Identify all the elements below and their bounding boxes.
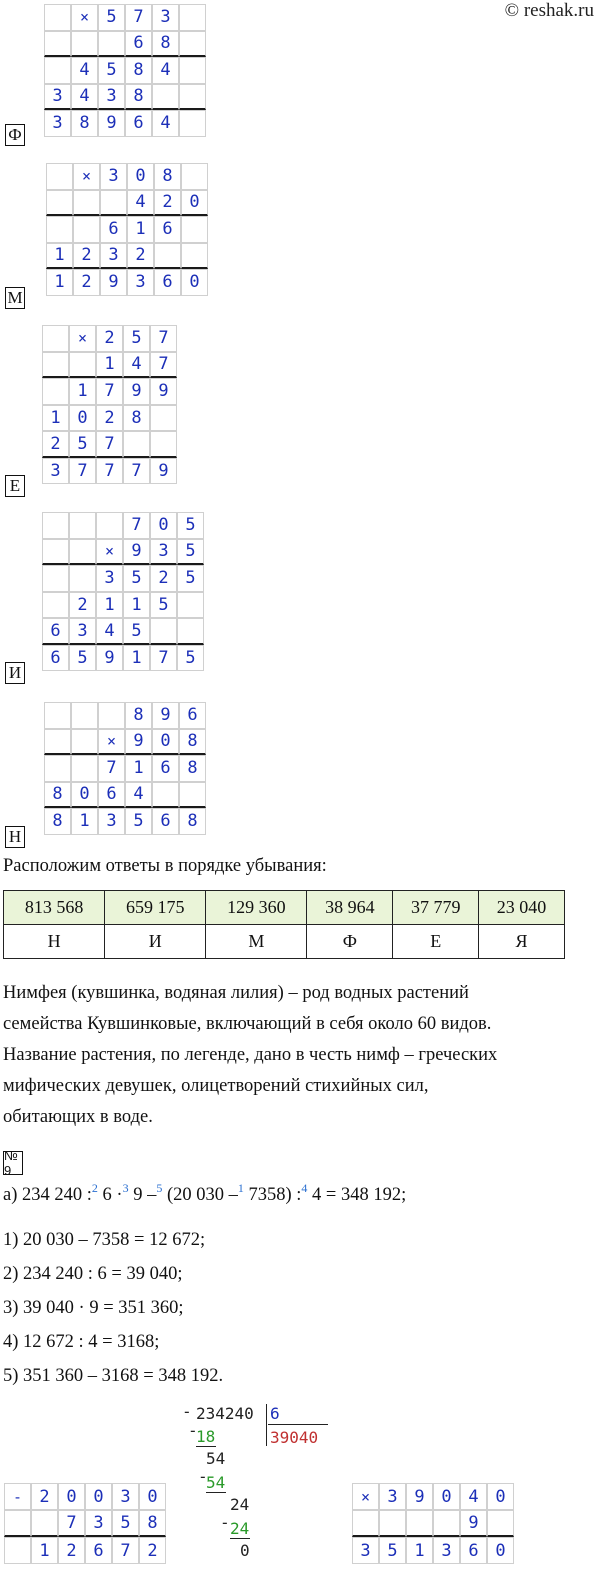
digit-cell: 1 — [125, 755, 152, 782]
digit-cell: 3 — [44, 84, 71, 111]
digit-cell: 0 — [181, 190, 208, 217]
digit-cell: 7 — [125, 4, 152, 31]
digit-cell — [44, 729, 71, 756]
digit-cell: 3 — [150, 539, 177, 566]
digit-cell: 6 — [85, 1537, 112, 1564]
digit-cell: 0 — [487, 1483, 514, 1510]
digit-cell — [152, 782, 179, 809]
answer-letter-n: Н — [5, 826, 25, 848]
digit-cell — [154, 243, 181, 270]
answer-letter: М — [206, 925, 307, 959]
digit-cell: 9 — [123, 378, 150, 405]
digit-cell: 7 — [150, 352, 177, 379]
digit-cell — [73, 190, 100, 217]
digit-cell — [352, 1510, 379, 1537]
paragraph-line: семейства Кувшинковые, включающий в себя около 60 видов. — [3, 1014, 492, 1034]
digit-cell: 8 — [139, 1510, 166, 1537]
paragraph-line: Нимфея (кувшинка, водяная лилия) – род водных растений — [3, 983, 469, 1003]
digit-cell — [31, 1510, 58, 1537]
digit-cell — [42, 512, 69, 539]
digit-cell — [42, 565, 69, 592]
multiplication-grid-e — [42, 325, 177, 484]
digit-cell: 3 — [379, 1483, 406, 1510]
digit-cell: 3 — [100, 163, 127, 190]
solution-step: 2) 234 240 : 6 = 39 040; — [3, 1264, 183, 1284]
digit-cell: 2 — [154, 190, 181, 217]
digit-cell — [44, 702, 71, 729]
digit-cell — [379, 1510, 406, 1537]
digit-cell: 8 — [125, 84, 152, 111]
digit-cell: 8 — [179, 729, 206, 756]
digit-cell — [123, 431, 150, 458]
digit-cell: 5 — [177, 645, 204, 672]
digit-cell: 8 — [125, 702, 152, 729]
expression-part: (20 030 – — [162, 1185, 238, 1205]
digit-cell: 6 — [98, 782, 125, 809]
digit-cell: 0 — [58, 1483, 85, 1510]
subtraction-grid — [4, 1483, 166, 1564]
answer-letter-m: М — [5, 287, 25, 309]
digit-cell: 1 — [42, 405, 69, 432]
digit-cell — [98, 31, 125, 58]
multiply-sign: × — [71, 4, 98, 31]
digit-cell: 8 — [152, 31, 179, 58]
digit-cell: 1 — [71, 808, 98, 835]
minus-sign: - — [198, 1467, 208, 1486]
digit-cell: 9 — [406, 1483, 433, 1510]
watermark: © reshak.ru — [504, 0, 594, 21]
digit-cell: 0 — [127, 163, 154, 190]
digit-cell — [100, 190, 127, 217]
digit-cell — [69, 565, 96, 592]
digit-cell: 5 — [123, 325, 150, 352]
digit-cell: 5 — [123, 565, 150, 592]
digit-cell — [152, 84, 179, 111]
digit-cell: 0 — [152, 729, 179, 756]
digit-cell: 8 — [125, 57, 152, 84]
digit-cell: 9 — [152, 702, 179, 729]
digit-cell: 5 — [98, 57, 125, 84]
digit-cell — [46, 190, 73, 217]
digit-cell: 4 — [96, 618, 123, 645]
digit-cell: 7 — [69, 458, 96, 485]
divisor: 6 — [270, 1404, 280, 1423]
answer-letter: И — [105, 925, 206, 959]
digit-cell: 5 — [69, 431, 96, 458]
expression-part: 4 = 348 192; — [307, 1185, 407, 1205]
digit-cell: 5 — [69, 645, 96, 672]
digit-cell: 5 — [98, 4, 125, 31]
solution-step: 3) 39 040 · 9 = 351 360; — [3, 1298, 184, 1318]
digit-cell: 4 — [71, 57, 98, 84]
digit-cell: 8 — [179, 755, 206, 782]
digit-cell: 4 — [460, 1483, 487, 1510]
digit-cell — [98, 702, 125, 729]
digit-cell: 4 — [127, 190, 154, 217]
multiplication-grid-i — [42, 512, 204, 671]
step-line — [196, 1446, 216, 1447]
digit-cell — [42, 352, 69, 379]
order-mark: 2 — [91, 1181, 98, 1195]
divisor-underline — [268, 1424, 328, 1425]
minus-sign: - — [182, 1402, 192, 1421]
order-mark: 4 — [301, 1181, 308, 1195]
digit-cell — [487, 1510, 514, 1537]
digit-cell — [177, 592, 204, 619]
digit-cell: 6 — [42, 618, 69, 645]
digit-cell: 7 — [112, 1537, 139, 1564]
digit-cell — [42, 325, 69, 352]
digit-cell — [73, 216, 100, 243]
digit-cell: 4 — [152, 57, 179, 84]
digit-cell — [42, 592, 69, 619]
digit-cell — [179, 57, 206, 84]
expression-part: 9 – — [128, 1185, 157, 1205]
digit-cell: 0 — [150, 512, 177, 539]
digit-cell: 9 — [460, 1510, 487, 1537]
digit-cell: 5 — [150, 592, 177, 619]
digit-cell: 9 — [123, 539, 150, 566]
long-division — [182, 1400, 342, 1595]
multiply-sign: × — [96, 539, 123, 566]
digit-cell: 1 — [46, 243, 73, 270]
answer-letter-f: Ф — [5, 124, 25, 146]
digit-cell: 5 — [177, 539, 204, 566]
division-step: 18 — [196, 1427, 216, 1446]
digit-cell — [179, 84, 206, 111]
answers-values-row — [4, 891, 565, 925]
digit-cell: 5 — [112, 1510, 139, 1537]
answers-table — [3, 890, 565, 959]
digit-cell: 7 — [58, 1510, 85, 1537]
answer-letter: Ф — [307, 925, 393, 959]
digit-cell: 6 — [152, 808, 179, 835]
multiplication-grid-m — [46, 163, 208, 296]
digit-cell: 1 — [406, 1537, 433, 1564]
digit-cell: 9 — [100, 269, 127, 296]
answers-letters-row — [4, 925, 565, 959]
digit-cell: 1 — [96, 352, 123, 379]
digit-cell: 0 — [433, 1483, 460, 1510]
digit-cell: 7 — [98, 755, 125, 782]
answer-value: 659 175 — [105, 891, 206, 925]
division-remainder: 0 — [240, 1541, 250, 1560]
digit-cell: 7 — [150, 325, 177, 352]
answer-letter-i: И — [5, 662, 25, 684]
digit-cell — [150, 618, 177, 645]
division-step: 54 — [206, 1449, 226, 1468]
division-vertical-line — [266, 1404, 267, 1446]
digit-cell: 3 — [127, 269, 154, 296]
digit-cell: 2 — [127, 243, 154, 270]
digit-cell: 1 — [123, 592, 150, 619]
paragraph-line: мифических девушек, олицетворений стихийных сил, — [3, 1076, 429, 1096]
digit-cell — [150, 431, 177, 458]
minus-sign: - — [4, 1483, 31, 1510]
answer-value: 23 040 — [479, 891, 565, 925]
digit-cell — [4, 1510, 31, 1537]
division-step: 24 — [230, 1495, 250, 1514]
digit-cell — [44, 755, 71, 782]
digit-cell: 9 — [98, 110, 125, 137]
digit-cell — [4, 1537, 31, 1564]
step-line — [206, 1492, 226, 1493]
digit-cell: 3 — [100, 243, 127, 270]
digit-cell: 7 — [96, 378, 123, 405]
answer-value: 37 779 — [393, 891, 479, 925]
multiply-sign: × — [352, 1483, 379, 1510]
division-step: 24 — [230, 1519, 250, 1538]
digit-cell: 3 — [433, 1537, 460, 1564]
digit-cell: 2 — [42, 431, 69, 458]
multiplication-grid-n — [44, 702, 206, 835]
digit-cell — [181, 243, 208, 270]
digit-cell — [181, 163, 208, 190]
division-step: 54 — [206, 1473, 226, 1492]
expression-line — [3, 1181, 406, 1206]
digit-cell: 3 — [152, 4, 179, 31]
digit-cell: 2 — [58, 1537, 85, 1564]
order-mark: 5 — [156, 1181, 163, 1195]
digit-cell: 5 — [123, 618, 150, 645]
digit-cell — [71, 31, 98, 58]
digit-cell — [177, 618, 204, 645]
minus-sign: - — [188, 1421, 198, 1440]
digit-cell: 1 — [31, 1537, 58, 1564]
task-number: № 9 — [3, 1151, 23, 1175]
digit-cell — [179, 4, 206, 31]
digit-cell: 6 — [125, 110, 152, 137]
digit-cell — [46, 163, 73, 190]
digit-cell — [179, 31, 206, 58]
digit-cell — [71, 755, 98, 782]
order-mark: 3 — [122, 1181, 129, 1195]
digit-cell — [42, 539, 69, 566]
dividend: 234240 — [196, 1404, 254, 1423]
digit-cell — [42, 378, 69, 405]
digit-cell: 1 — [96, 592, 123, 619]
digit-cell: 9 — [96, 645, 123, 672]
digit-cell — [69, 539, 96, 566]
multiplication-grid-f — [44, 4, 206, 137]
expression-prefix: а) 234 240 : — [3, 1185, 92, 1205]
digit-cell — [181, 216, 208, 243]
paragraph-line: обитающих в воде. — [3, 1107, 153, 1127]
digit-cell: 7 — [150, 645, 177, 672]
digit-cell: 8 — [179, 808, 206, 835]
digit-cell — [71, 729, 98, 756]
step-line — [230, 1538, 250, 1539]
digit-cell — [69, 512, 96, 539]
digit-cell: 3 — [352, 1537, 379, 1564]
digit-cell: 1 — [127, 216, 154, 243]
digit-cell: 4 — [125, 782, 152, 809]
order-mark: 1 — [237, 1181, 244, 1195]
digit-cell — [44, 4, 71, 31]
minus-sign: - — [220, 1513, 230, 1532]
multiply-sign: × — [69, 325, 96, 352]
digit-cell: 1 — [69, 378, 96, 405]
digit-cell: 0 — [69, 405, 96, 432]
digit-cell: 6 — [100, 216, 127, 243]
digit-cell — [406, 1510, 433, 1537]
answer-letter: Н — [4, 925, 105, 959]
digit-cell: 2 — [96, 405, 123, 432]
digit-cell: 6 — [154, 216, 181, 243]
digit-cell: 0 — [181, 269, 208, 296]
multiply-sign: × — [73, 163, 100, 190]
nymphaea-paragraph — [3, 978, 497, 1133]
digit-cell: 4 — [71, 84, 98, 111]
digit-cell — [69, 352, 96, 379]
digit-cell: 2 — [96, 325, 123, 352]
digit-cell — [150, 405, 177, 432]
digit-cell: 9 — [150, 378, 177, 405]
digit-cell — [179, 782, 206, 809]
digit-cell: 2 — [139, 1537, 166, 1564]
digit-cell: 1 — [46, 269, 73, 296]
multiply-sign: × — [98, 729, 125, 756]
digit-cell: 6 — [42, 645, 69, 672]
digit-cell: 9 — [150, 458, 177, 485]
digit-cell: 8 — [44, 782, 71, 809]
digit-cell: 3 — [112, 1483, 139, 1510]
digit-cell: 7 — [123, 458, 150, 485]
digit-cell: 2 — [73, 269, 100, 296]
digit-cell: 3 — [98, 84, 125, 111]
digit-cell — [46, 216, 73, 243]
answers-intro: Расположим ответы в порядке убывания: — [3, 856, 327, 876]
digit-cell: 7 — [123, 512, 150, 539]
digit-cell — [96, 512, 123, 539]
digit-cell: 6 — [179, 702, 206, 729]
digit-cell — [44, 57, 71, 84]
answer-letter-e: Е — [5, 475, 25, 497]
digit-cell: 8 — [44, 808, 71, 835]
digit-cell: 0 — [85, 1483, 112, 1510]
digit-cell: 6 — [460, 1537, 487, 1564]
answer-letter: Я — [479, 925, 565, 959]
digit-cell: 3 — [96, 565, 123, 592]
digit-cell: 9 — [125, 729, 152, 756]
expression-part: 6 · — [97, 1185, 123, 1205]
answer-value: 129 360 — [206, 891, 307, 925]
digit-cell: 6 — [125, 31, 152, 58]
digit-cell: 4 — [152, 110, 179, 137]
paragraph-line: Название растения, по легенде, дано в честь нимф – греческих — [3, 1045, 498, 1065]
digit-cell — [179, 110, 206, 137]
digit-cell — [71, 702, 98, 729]
digit-cell: 6 — [152, 755, 179, 782]
digit-cell: 5 — [379, 1537, 406, 1564]
answer-value: 813 568 — [4, 891, 105, 925]
digit-cell: 6 — [154, 269, 181, 296]
solution-step: 4) 12 672 : 4 = 3168; — [3, 1332, 160, 1352]
digit-cell: 2 — [69, 592, 96, 619]
answer-value: 38 964 — [307, 891, 393, 925]
product-grid — [352, 1483, 514, 1564]
digit-cell: 5 — [125, 808, 152, 835]
solution-step: 5) 351 360 – 3168 = 348 192. — [3, 1366, 224, 1386]
digit-cell: 7 — [96, 431, 123, 458]
solution-steps — [3, 1223, 223, 1393]
digit-cell — [44, 31, 71, 58]
solution-step: 1) 20 030 – 7358 = 12 672; — [3, 1230, 206, 1250]
digit-cell: 5 — [177, 565, 204, 592]
digit-cell: 2 — [31, 1483, 58, 1510]
digit-cell: 8 — [154, 163, 181, 190]
digit-cell: 0 — [71, 782, 98, 809]
digit-cell: 8 — [71, 110, 98, 137]
digit-cell: 0 — [139, 1483, 166, 1510]
digit-cell: 1 — [123, 645, 150, 672]
digit-cell: 3 — [42, 458, 69, 485]
digit-cell: 3 — [98, 808, 125, 835]
digit-cell: 3 — [85, 1510, 112, 1537]
digit-cell: 2 — [73, 243, 100, 270]
expression-part: 7358) : — [243, 1185, 302, 1205]
digit-cell: 7 — [96, 458, 123, 485]
digit-cell: 8 — [123, 405, 150, 432]
digit-cell: 4 — [123, 352, 150, 379]
digit-cell — [433, 1510, 460, 1537]
digit-cell: 5 — [177, 512, 204, 539]
digit-cell: 2 — [150, 565, 177, 592]
quotient: 39040 — [270, 1428, 319, 1447]
digit-cell: 0 — [487, 1537, 514, 1564]
answer-letter: Е — [393, 925, 479, 959]
digit-cell: 3 — [44, 110, 71, 137]
digit-cell: 3 — [69, 618, 96, 645]
